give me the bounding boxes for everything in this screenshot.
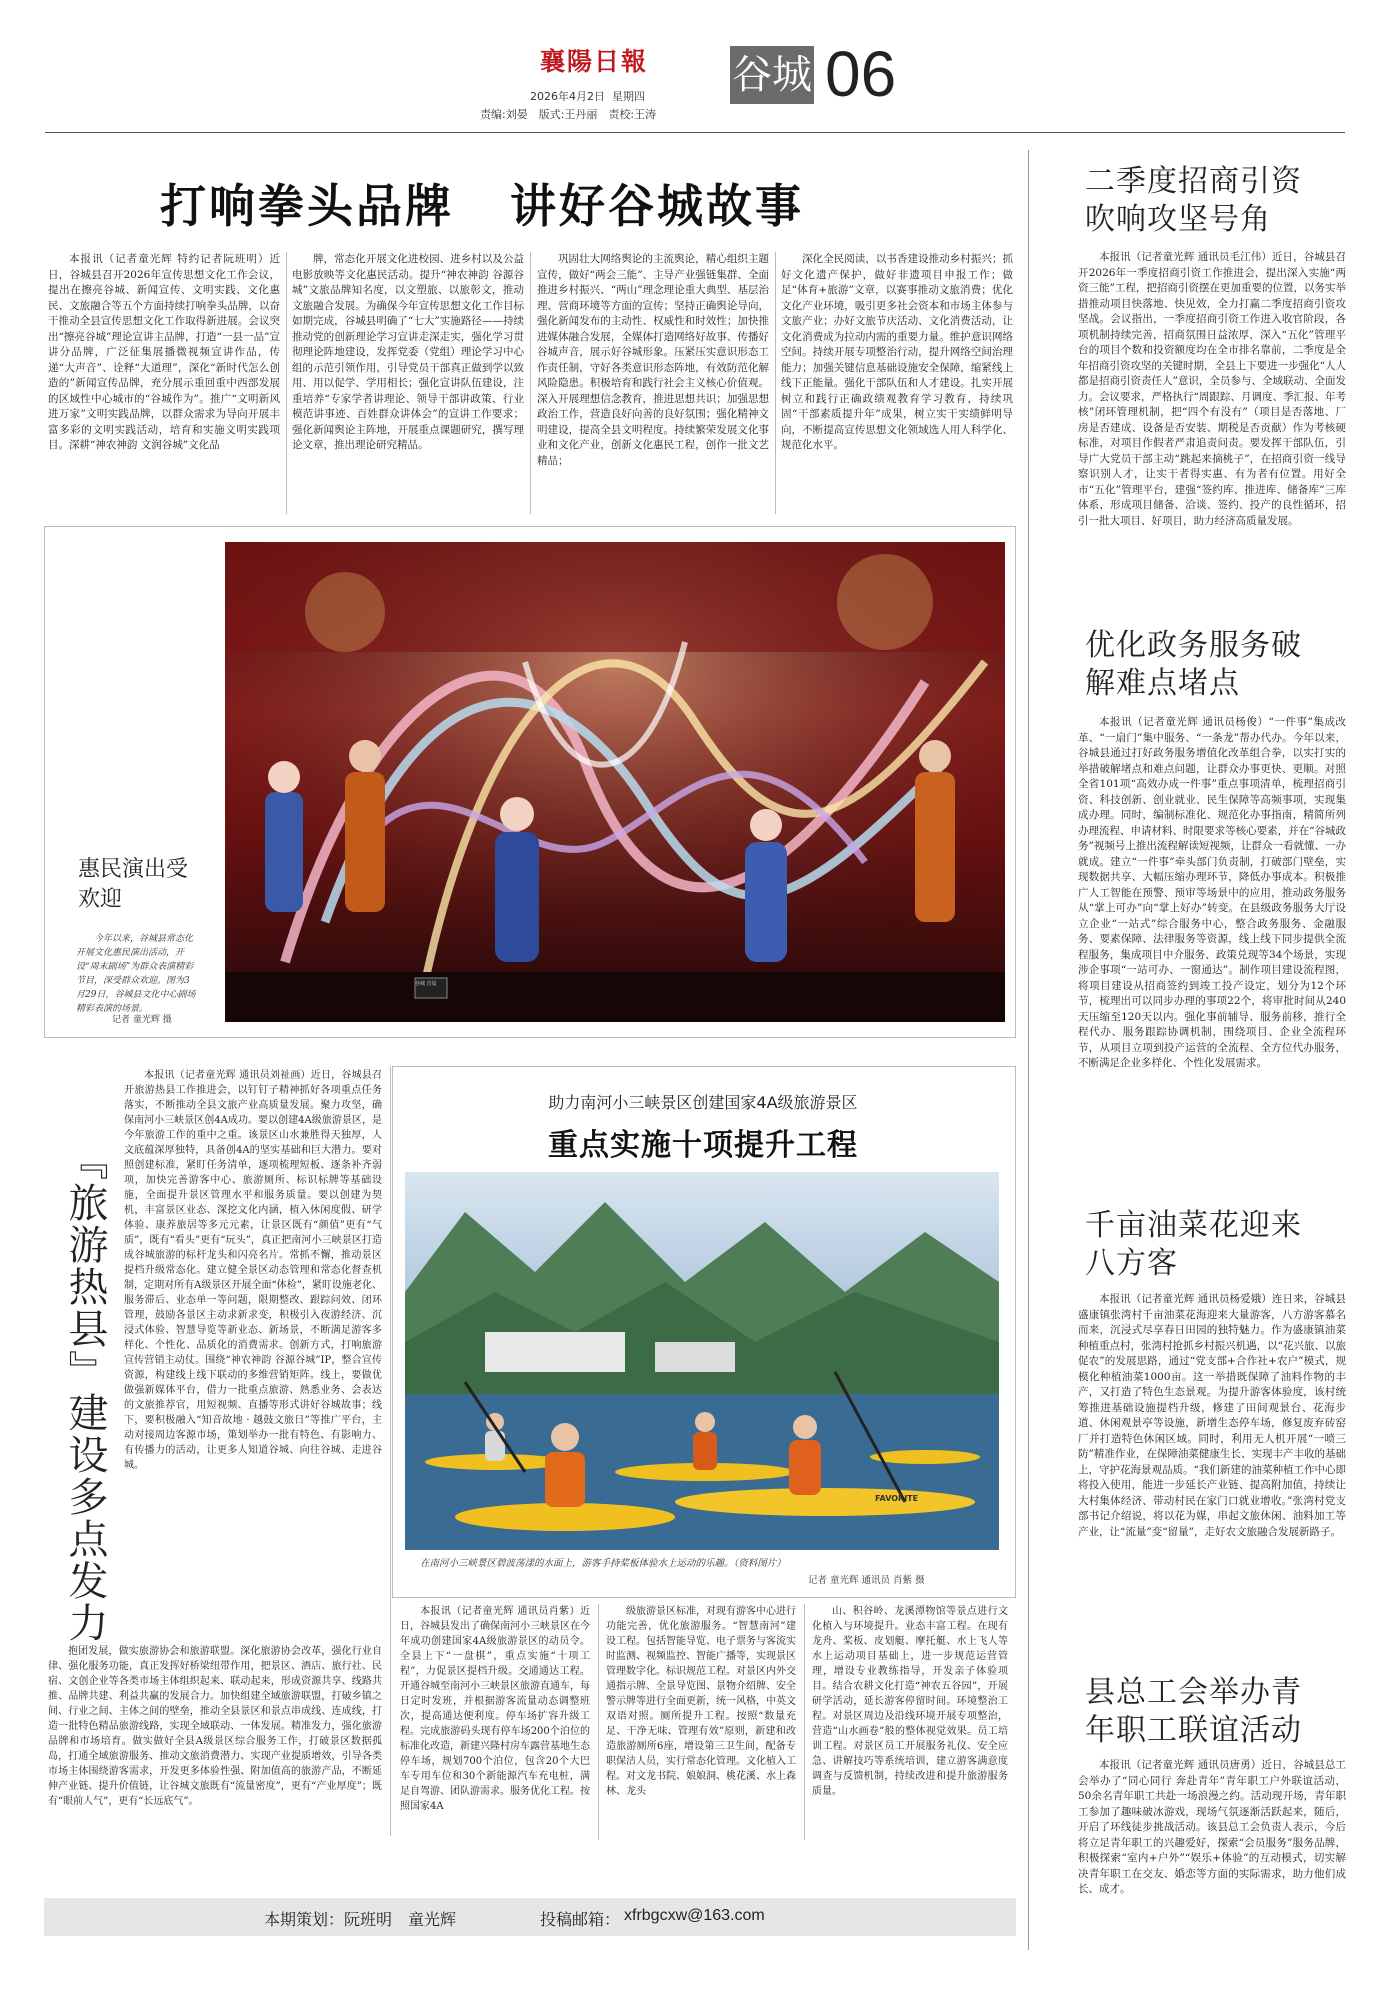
sidebar-d-title: 县总工会举办青年职工联谊活动 [1085, 1675, 1302, 1748]
photo1-caption: 今年以来，谷城县常态化开展文化惠民演出活动，开设“周末剧场”为群众表演精彩节目，深受群众欢迎。图为3月29日，谷城县文化中心剧场精彩表演的场景。 [76, 934, 196, 1014]
date-text: 2026年4月2日 [530, 90, 605, 103]
col-divider [390, 1066, 391, 1836]
photo1-credit: 记者 童光辉 摄 [112, 1015, 172, 1025]
sidebar-a-title: 二季度招商引资吹响攻坚号角 [1085, 164, 1302, 237]
footer-email-label: 投稿邮箱： [540, 1910, 621, 1929]
col-divider [530, 252, 531, 514]
opera-scene-graphic [225, 542, 1005, 1022]
sidebar-c-title: 千亩油菜花迎来八方客 [1085, 1208, 1302, 1281]
tourism-col-1: 本报讯（记者童光辉 通讯员刘祉画）近日，谷城县召开旅游热县工作推进会，以钉钉子精神抓好各项重点任务落实，不断推动全县文旅产业高质量发展。聚力攻坚，确保南河小三峡景区创4A成功。要以创建4A级旅游景区，是今年旅游工作的重中之重。该景区山水兼胜得天独厚，人文底蕴深厚独特，具备创4A的坚实基础和巨大潜力。要对照创建标准，紧盯任务清单，逐项梳理短板、逐条补齐弱项，加快完善游客中心、旅游厕所、标识标牌等基础设施，全面提升景区管理水平和服务质量。要以创建为契机，丰富景区业态、深挖文化内涵，植入休闲度假、研学体验、康养旅居等多元元素，让景区既有“颜值”更有“气质”，既有“看头”更有“玩头”，真正把南河小三峡景区打造成谷城旅游的标杆龙头和闪亮名片。常抓不懈，推动景区提档升级常态化。建立健全景区动态管理和常态化督查机制，定期对所有A级景区开展全面“体检”，紧盯设施老化、服务滞后、业态单一等问题，限期整改、跟踪问效、闭环管理，鼓励各景区主动求新求变，积极引入夜游经济、沉浸式体验、智慧导览等新业态、新场景，不断满足游客多样化、个性化、品质化的消费需求。创新方式，打响旅游宣传营销主动仗。围绕“神农神韵 谷源谷城”IP，整合宣传资源，构建线上线下联动的多维营销矩阵。线上，要做优做强新媒体平台，借力一批重点旅游、熟悉业务、会表达的文旅推荐官，用短视频、直播等形式讲好谷城故事；线下，要积极融入“知音故地 · 越鼓文旅日”等推广平台，主动对接周边客源市场，策划举办一批有特色、有影响力、有传播力的活动，让更多人知道谷城、向往谷城、走进谷城。 [124, 1070, 382, 1471]
feature-col-2: 级旅游景区标准，对现有游客中心进行功能完善，优化旅游服务。“智慧南河”建设工程。包括智能导览、电子票务与客流实时监测、视频监控、智能广播等，实现景区管理数字化。标识规范工程。对景区内外交通指示牌、全景导览图、景物介绍牌、安全警示牌等进行全面更新，统一风格，中英文双语对照。厕所提升工程。按照“数量充足、干净无味、管理有效”原则，新建和改造旅游厕所6座，增设第三卫生间，配备专职保洁人员，实行常态化管理。文化植入工程。对文龙书院、娘娘洞、桃花溪、水上森林、龙头 [606, 1606, 796, 1797]
tourism-col-bottom: 抱团发展，做实旅游协会和旅游联盟。深化旅游协会改革，强化行业自律、强化服务功能，真正发挥好桥梁纽带作用，把景区、酒店、旅行社、民宿、文创企业等各类市场主体组织起来、联动起来，形成资源共享、线路共推、品牌共建、利益共赢的发展合力。加快组建全域旅游联盟，打破乡镇之间、行业之间、主体之间的壁垒，推动全县景区和景点串成线、连成线，打造一批特色精品旅游线路，实现全域联动、一体发展。精准发力，强化旅游品牌和市场培育。做实做好全县A级景区综合服务工作，打破景区数据孤岛，打通全域旅游服务、推动文旅消费潜力、实现产业提质增效，引导各类市场主体围绕游客需求，开发更多体验性强、附加值高的旅游产品，不断延伸产业链、提升价值链，让谷城文旅既有“流量密度”，更有“产业厚度”；既有“眼前人气”，更有“长远底气”。 [48, 1646, 382, 1807]
page-number: 06 [825, 38, 897, 110]
paper-name: 襄陽日報 [540, 47, 649, 76]
opera-performance-photo [225, 542, 1005, 1022]
col-divider [804, 1604, 805, 1840]
feature-photo-caption: 在南河小三峡景区碧波荡漾的水面上，游客手持桨板体验水上运动的乐趣。（资料图片） [420, 1558, 786, 1569]
screen-text: 谷城 首届 [415, 981, 437, 987]
issue-date [530, 88, 645, 104]
lead-col-2: 牌，常态化开展文化进校园、进乡村以及公益电影放映等文化惠民活动。提升“神农神韵 谷源谷城”文旅品牌知名度，以文塑旅、以旅彰文，推动文旅融合发展。为确保今年宣传思想文化工作目标如期完成，谷城县明确了“七大”实施路径——持续推动党的创新理论学习宣讲走深走实，强化学习贯彻理论阵地建设，发挥党委（党组）理论学习中心组的示范引领作用，引导党员干部真正做到学以致用、用以促学、学用相长；强化宣讲队伍建设，注重培养“专家学者讲理论、领导干部讲政策、行业模范讲事迹、百姓群众讲体会”的宣讲工作要求；强化新闻舆论主阵地，开展重点课题研究，撰写理论文章，推出理论研究精品。 [292, 253, 524, 451]
sidebar-d-text: 本报讯（记者童光辉 通讯员唐勇）近日，谷城县总工会举办了“同心同行 奔赴青年”青年职工户外联谊活动，50余名青年职工共赴一场浪漫之约。活动现开场，青年职工参加了趣味破冰游戏，现场气氛逐渐活跃起来，随后，开启了环线徒步挑战活动。该县总工会负责人表示，今后将立足青年职工的兴趣爱好，探索“会员服务”服务品牌，积极探索“室内+户外”“娱乐+体验”的互动模式，切实解决青年职工在交友、婚恋等方面的实际需求，助力他们成长、成才。 [1078, 1759, 1346, 1895]
editors-line: 责编:刘晏 版式:王丹丽 责校:王涛 [480, 108, 657, 121]
headline-right: 讲好谷城故事 [510, 179, 804, 233]
sidebar-a-text: 本报讯（记者童光辉 通讯员毛江伟）近日，谷城县召开2026年一季度招商引资工作推进会，提出深入实施“两资三能”工程，把招商引资摆在更加重要的位置，以务实举措推动项目快落地、快见效，全力打赢二季度招商引资攻坚战。会议指出，一季度招商引资工作进入收官阶段，各项机制持续完善，招商氛围日益浓厚，深入“五化”管理平台的项目个数和投资额度均在全市排名靠前，二季度是全年招商引资攻坚的关键时期，全县上下要进一步强化“人人都是招商引资责任人”意识，全员参与、全域联动、全面发力。会议要求，严格执行“周跟踪、月调度、季汇报、年考核”闭环管理机制，把“四个有没有”（项目是否落地、厂房是否建成、设备是否安装、期税是否贡献）作为考核硬标准，对项目作假者严肃追责问责。要发挥干部队伍，引导广大党员干部主动“跳起来摘桃子”，在招商引资一线导察识别人才，让实干者得实惠、有为者有位置。用好全市“五化”管理平台，建强“签约库、推进库、储备库”三库体系，形成项目储备、洽谈、签约、投产的良性循环，招引一批大项目、好项目，助力经济高质量发展。 [1078, 251, 1346, 527]
tourism-vertical-headline: 『旅游热县』建设多点发力 [62, 1140, 108, 1644]
lead-headline [160, 170, 900, 236]
feature-col-3: 山、积谷岭、龙溪潭物馆等景点进行文化植入与环境提升。业态丰富工程。在现有龙舟、桨板、皮划艇、摩托艇、水上飞人等水上运动项目基础上，进一步规范运营管理，增设专业教练指导，开发亲子体验项目。结合农耕文化打造“神农五谷园”，开展研学活动，延长游客停留时间。环境整治工程。对景区周边及沿线环境开展专项整治，营造“山水画卷”般的整体视觉效果。员工培训工程。对景区员工开展服务礼仪、安全应急、讲解技巧等系统培训，建立游客满意度调查与反馈机制，持续改进和提升旅游服务质量。 [812, 1606, 1008, 1797]
section-box: 谷城 [730, 46, 814, 104]
footer-bar [44, 1898, 1016, 1936]
weekday-text: 星期四 [612, 90, 645, 103]
photo1-title: 惠民演出受欢迎 [78, 857, 189, 912]
col-divider [775, 252, 776, 514]
col-divider [598, 1604, 599, 1840]
feature-kicker: 助力南河小三峡景区创建国家4A级旅游景区 [548, 1093, 858, 1112]
feature-col-1: 本报讯（记者童光辉 通讯员肖紫）近日，谷城县发出了确保南河小三峡景区在今年成功创建国家4A级旅游景区的动员令。全县上下“一盘棋”，重点实施“十项工程”，力促景区提档升级。交通通达工程。开通谷城至南河小三峡景区旅游直通车，每日定时发班，并根据游客流量动态调整班次，提高通达便利度。停车场扩容升级工程。完成旅游码头现有停车场200个泊位的标准化改造，新建兴隆村房车露营基地生态停车场，规划700个泊位，包含20个大巴车专用车位和30个新能源汽车充电桩，满足自驾游、团队游需求。服务优化工程。按照国家4A [400, 1606, 590, 1812]
sidebar-divider [1028, 150, 1029, 1950]
sidebar-b-text: 本报讯（记者童光辉 通讯员杨俊）“一件事”集成改革、“一扇门”集中服务、“一条龙”帮办代办。今年以来，谷城县通过打好政务服务增值化改革组合拳，以实打实的举措破解堵点和难点问题，让群众办事更快、更顺。对照全省101项“高效办成一件事”重点事项清单，梳理招商引资、科技创新、创业就业、民生保障等高频事项，实现集成办理。同时，编制标准化、规范化办事指南，精简所列办理流程、申请材料、时限要求等核心要素，并在“谷城政务”视频号上推出流程解读短视频，让群众一看就懂、一办就成。建立“一件事”牵头部门负责制，打破部门壁垒，实现数据共享、大幅压缩办理环节，降低办事成本。积极推广人工智能在预警、预审等场景中的应用，推动政务服务从“掌上可办”向“掌上好办”转变。在县级政务服务大厅设立企业“一站式”综合服务中心，整合政务服务、金融服务、要素保障、法律服务等资源，线上线下同步提供全流程服务，集成项目中介服务、政策兑现等34个场景，实现涉企事项“一站可办、一窗通达”。制作项目建设流程图，将项目建设从招商签约到竣工投产设定，划分为12个环节，梳理出可以同步办理的事项22个，将审批时间从240天压缩至120天以内。强化事前辅导、服务前移，推行全程代办、服务跟踪协调机制，围绕项目、企业全流程环节，从项目立项到投产运营的全流程、全方位代办服务，不断满足企业多样化、个性化发展需求。 [1078, 716, 1346, 1069]
headline-left: 打响拳头品牌 [160, 179, 454, 233]
col-divider [286, 252, 287, 514]
footer-planner: 本期策划：阮班明 童光辉 [264, 1910, 457, 1929]
footer-email[interactable]: xfrbgcxw@163.com [624, 1907, 765, 1924]
lead-col-1: 本报讯（记者童光辉 特约记者阮班明）近日，谷城县召开2026年宣传思想文化工作会议，提出在擦亮谷城、新闻宣传、文明实践、文化惠民、文旅融合等五个方面持续打响拳头品牌，以奋干推动全县宣传思想文化工作取得新进展。会议突出“擦亮谷城”理论宣讲主品牌，打造“一县一品”宣讲分品牌，广泛征集展播微视频宣讲作品，传递“大声音”、诠释“大道理”，深化“新时代怎么创造的”新闻宣传品牌，充分展示重回重中西部发展的区域性中心城市的“谷城作为”。推广“文明新风进万家”文明实践品牌，以群众需求为导向开展丰富多彩的文明实践活动，培育和实施文明实践项目。深耕“神农神韵 文润谷城”文化品 [48, 253, 280, 451]
lead-col-4: 深化全民阅读，以书香建设推动乡村振兴；抓好文化遗产保护，做好非遗项目申报工作；做足“体育+旅游”文章，以赛事推动文旅消费；优化文化产业环境，吸引更多社会资本和市场主体参与文旅产业；办好文旅节庆活动、文化消费活动，让文化消费成为拉动内需的重要力量。维护意识网络空间。持续开展专项整治行动，提升网络空间治理能力；加强关键信息基础设施安全保障，缩紧线上线下正能量。强化干部队伍和人才建设。扎实开展树立和践行正确政绩观教育学习教育，持续巩固“干部素质提升年”成果，树立实干实绩鲜明导向，不断提高宣传思想文化领域选人用人科学化、规范化水平。 [781, 253, 1013, 451]
sidebar-c-text: 本报讯（记者童光辉 通讯员杨爱娥）连日来，谷城县盛康镇张湾村千亩油菜花海迎来大量游客，八方游客慕名而来，沉浸式尽享春日田园的独特魅力。作为盛康镇油菜种植重点村，张湾村抢抓乡村振兴机遇，以“花兴旅、以旅促农”的发展思路，通过“党支部+合作社+农户”模式，规模化种植油菜1000亩。这一举措既保障了油料作物的丰产，又打造了特色生态景观。为提升游客体验度，该村统筹推进基础设施提档升级，修建了田间观景台、花海步道、休闲观景亭等设施，新增生态停车场，修复废弃砖窑厂并打造特色休闲区域。同时，利用无人机开展“一喷三防”精准作业，在保障油菜健康生长、实现丰产丰收的基础上，守护花海景观品质。“我们新建的油菜种植工作中心即将投入使用，能进一步延长产业链、提高附加值，持续让大村集体经济、带动村民在家门口就业增收。”张湾村党支部书记介绍说，将以花为媒，串起文旅休闲、油料加工等产业，让“流量”变“留量”，走好农文旅融合发展新路子。 [1078, 1293, 1346, 1538]
paddleboard-photo [405, 1172, 999, 1550]
lead-col-3: 巩固壮大网络舆论的主流舆论，精心组织主题宣传，做好“两会三能”、主导产业强链集群、全面推进乡村振兴、“两山”理念理论重大典型、基层治理、营商环境等方面的宣传；坚持正确舆论导向，强化新闻发布的主动性、权威性和时效性；加快推进媒体融合发展，全媒体打造网络好故事、传播好谷城声音，展示好谷城形象。压紧压实意识形态工作责任制，守好各类意识形态阵地，有效防范化解风险隐患。积极培育和践行社会主义核心价值观。深入开展理想信念教育，推进思想共识；加强思想政治工作，营造良好向善的良好氛围；强化精神文明建设，提高全县文明程度。持续繁荣发展文化事业和文化产业，创新文化惠民工程，创作一批文艺精品； [537, 253, 769, 467]
masthead-rule [45, 132, 1345, 133]
sidebar-b-title: 优化政务服务破解难点堵点 [1085, 628, 1302, 701]
feature-headline: 重点实施十项提升工程 [548, 1128, 858, 1163]
feature-photo-credit: 记者 童光辉 通讯员 肖紫 摄 [808, 1575, 925, 1586]
masthead [400, 38, 960, 128]
board-label: FAVORITE [875, 1494, 919, 1503]
